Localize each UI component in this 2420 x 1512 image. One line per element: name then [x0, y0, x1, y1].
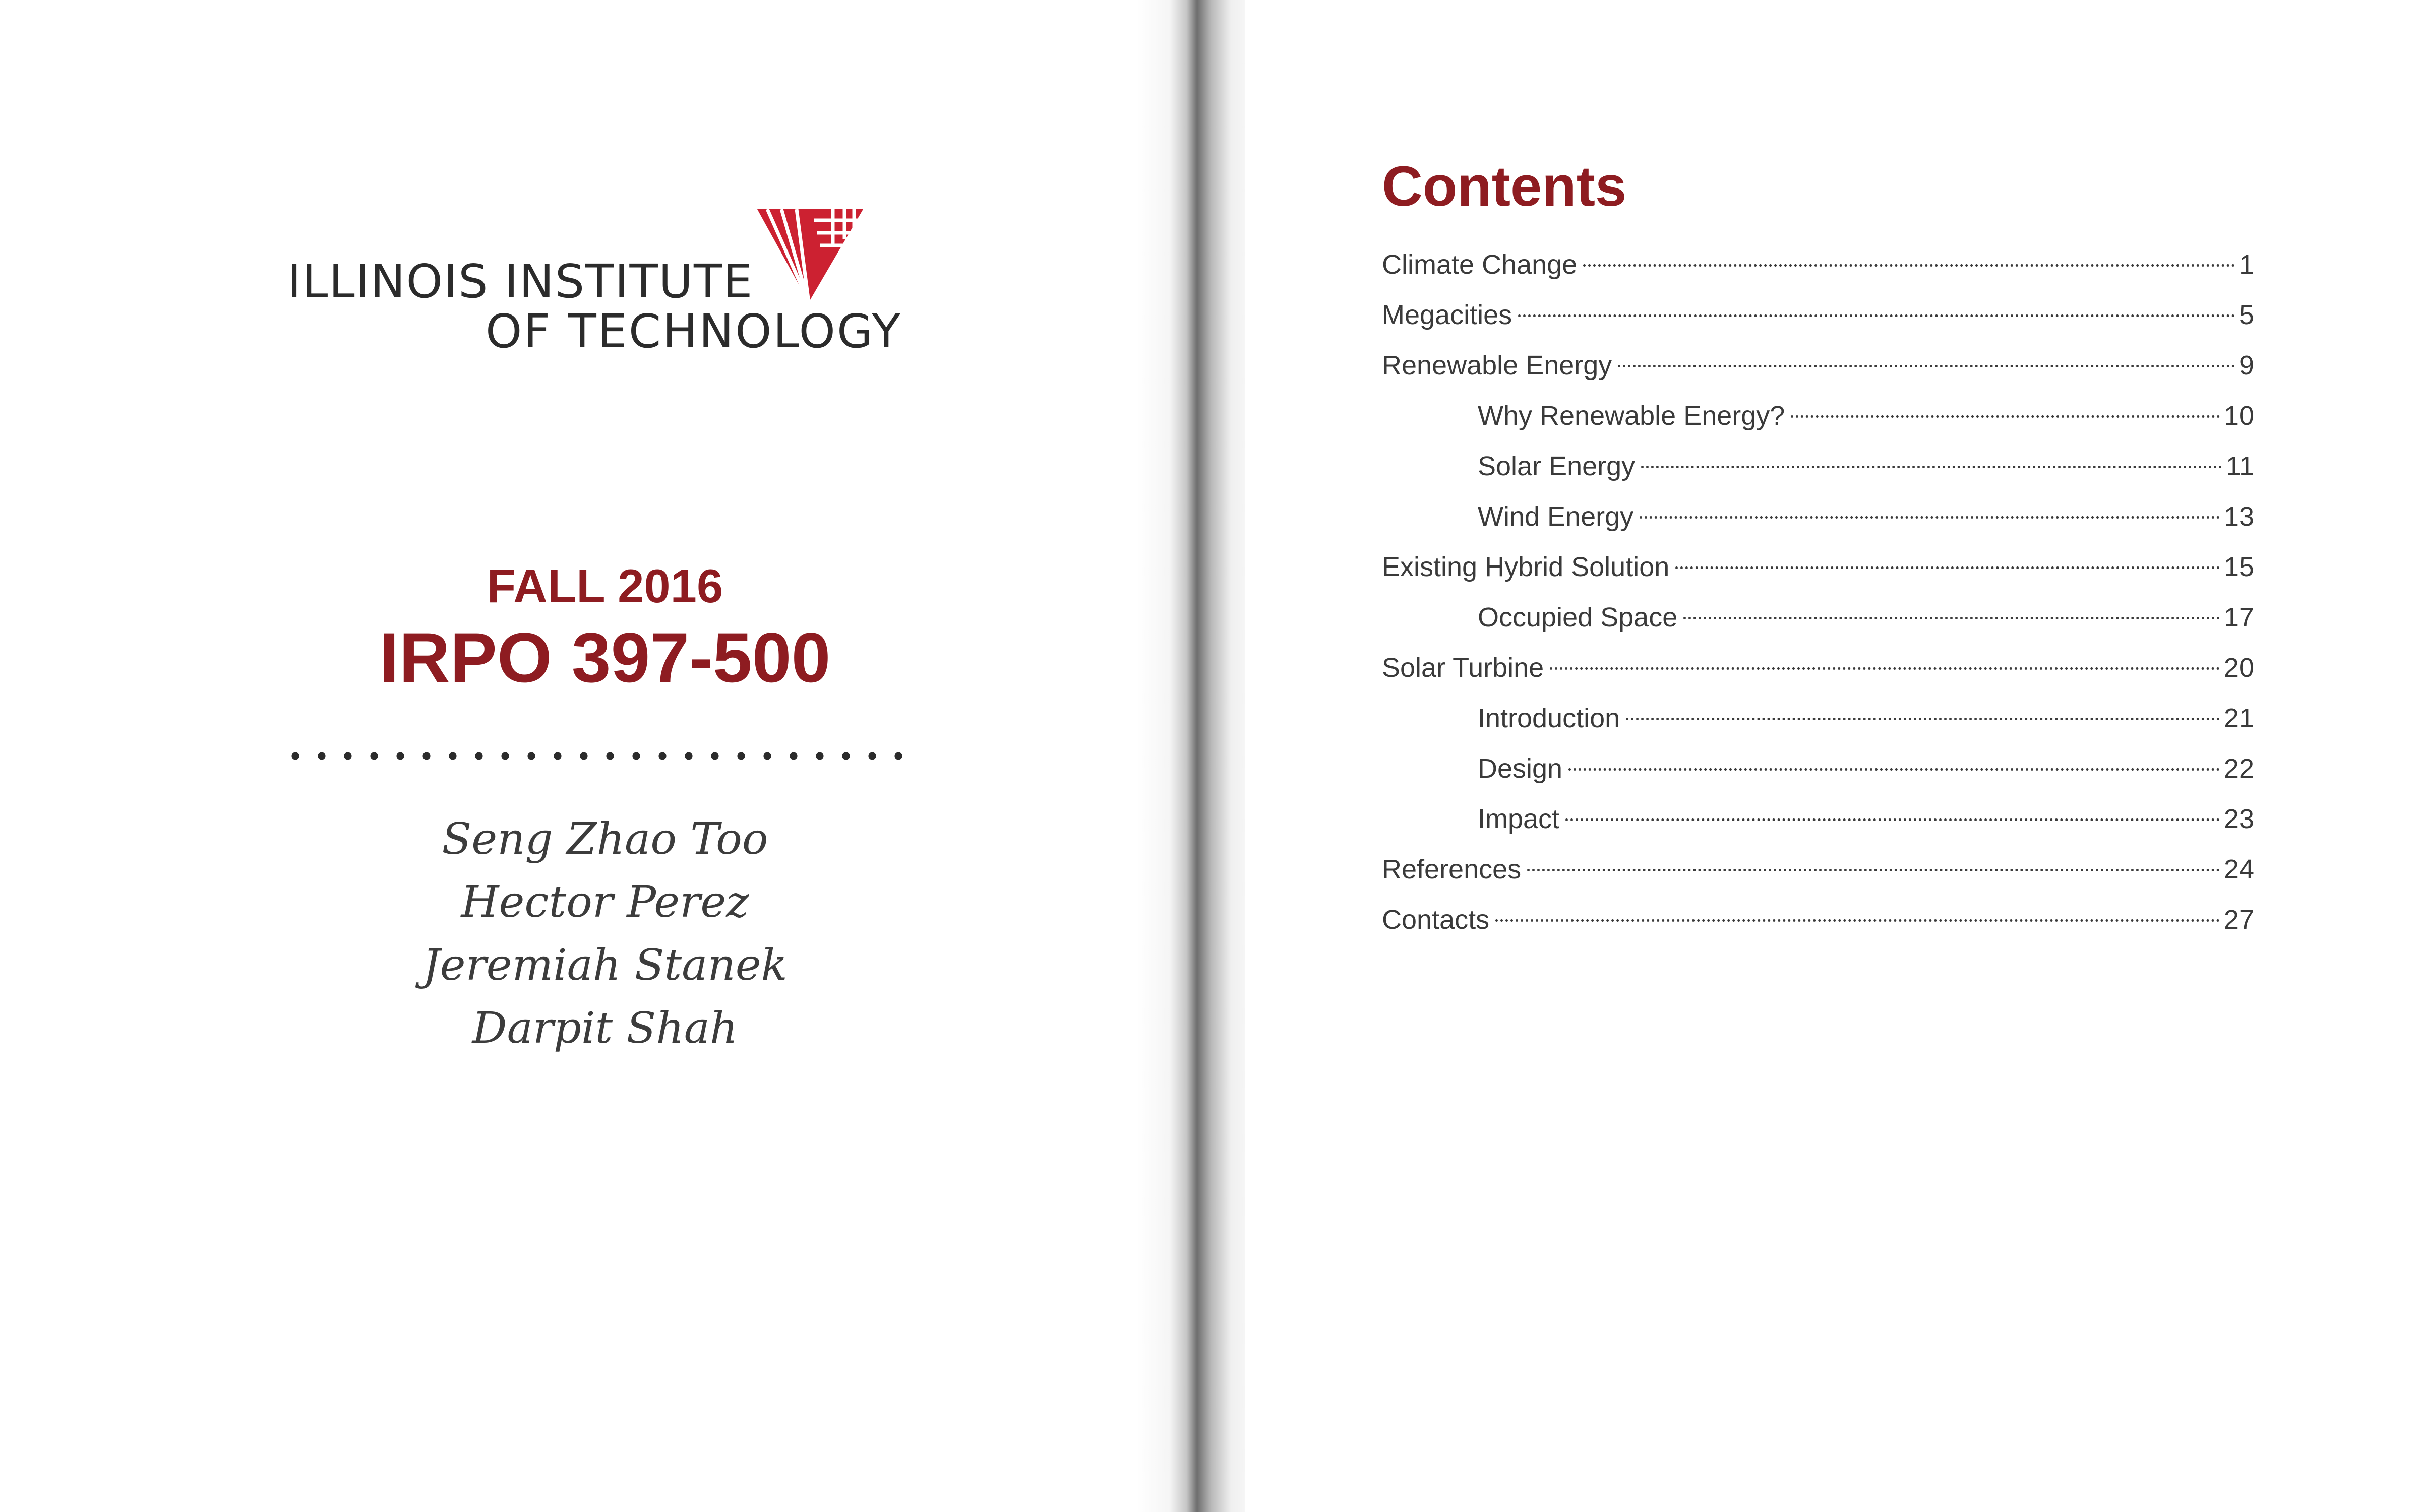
toc-dot-leader	[1640, 516, 2220, 519]
contents-title: Contents	[1382, 155, 1627, 218]
toc-page-number: 27	[2223, 905, 2254, 935]
toc-page-number: 24	[2223, 854, 2254, 885]
toc-page-number: 15	[2223, 552, 2254, 582]
logo-text-line1: ILLINOIS INSTITUTE	[287, 255, 754, 308]
toc-entry-references[interactable]	[1382, 844, 2254, 895]
toc-dot-leader	[1583, 264, 2235, 267]
toc-page-number: 22	[2223, 753, 2254, 784]
author-name: Darpit Shah	[472, 1003, 738, 1053]
toc-page-number: 23	[2223, 804, 2254, 834]
toc-entry-renewable-energy[interactable]	[1382, 340, 2254, 391]
toc-entry-megacities[interactable]	[1382, 290, 2254, 340]
toc-dot-leader	[1675, 566, 2220, 569]
toc-entry-label: Contacts	[1382, 905, 1490, 935]
toc-page-number: 21	[2223, 703, 2254, 733]
toc-page-number: 5	[2238, 300, 2254, 330]
logo-text-line2: OF TECHNOLOGY	[486, 304, 902, 358]
toc-dot-leader	[1495, 919, 2220, 922]
toc-page-number: 13	[2223, 501, 2254, 532]
toc-entry-label: Climate Change	[1382, 249, 1578, 280]
toc-dot-leader	[1791, 415, 2220, 418]
toc-entry-solar-turbine[interactable]	[1382, 643, 2254, 693]
toc-page-number: 20	[2223, 653, 2254, 683]
toc-entry-occupied-space[interactable]	[1382, 592, 2254, 643]
author-name: Seng Zhao Too	[442, 814, 768, 864]
toc-entry-existing-hybrid-solution[interactable]	[1382, 542, 2254, 592]
toc-entry-label: Existing Hybrid Solution	[1382, 552, 1670, 582]
toc-page-number: 17	[2223, 602, 2254, 633]
table-of-contents	[1382, 239, 2254, 945]
toc-page-number: 1	[2238, 249, 2254, 280]
toc-entry-solar-energy[interactable]	[1382, 441, 2254, 491]
author-name: Hector Perez	[461, 877, 749, 927]
toc-page-number: 10	[2223, 401, 2254, 431]
toc-dot-leader	[1618, 365, 2235, 367]
toc-dot-leader	[1518, 314, 2235, 317]
toc-entry-design[interactable]	[1382, 743, 2254, 794]
toc-entry-why-renewable-energy[interactable]	[1382, 391, 2254, 441]
toc-dot-leader	[1550, 667, 2220, 670]
author-list	[0, 808, 1210, 1060]
toc-entry-label: Megacities	[1382, 300, 1512, 330]
term-heading: FALL 2016	[487, 559, 723, 612]
cover-page	[0, 0, 1197, 1512]
toc-entry-label: Wind Energy	[1478, 501, 1634, 532]
iit-logo	[287, 209, 923, 360]
toc-entry-label: Solar Turbine	[1382, 653, 1544, 683]
toc-entry-introduction[interactable]	[1382, 693, 2254, 743]
toc-dot-leader	[1683, 617, 2220, 619]
toc-entry-impact[interactable]	[1382, 794, 2254, 844]
toc-entry-label: Why Renewable Energy?	[1478, 401, 1785, 431]
course-code-heading: IRPO 397-500	[379, 618, 831, 697]
toc-entry-label: Renewable Energy	[1382, 350, 1612, 381]
contents-page	[1245, 0, 2420, 1512]
toc-dot-leader	[1568, 768, 2220, 771]
toc-entry-label: Occupied Space	[1478, 602, 1678, 633]
toc-page-number: 11	[2225, 451, 2254, 481]
toc-entry-label: Solar Energy	[1478, 451, 1636, 481]
toc-entry-label: Impact	[1478, 804, 1560, 834]
toc-entry-climate-change[interactable]	[1382, 239, 2254, 290]
toc-entry-contacts[interactable]	[1382, 895, 2254, 945]
author-name: Jeremiah Stanek	[422, 940, 788, 990]
toc-entry-label: Design	[1478, 753, 1563, 784]
iit-logo-mark-icon	[757, 209, 863, 302]
toc-entry-label: References	[1382, 854, 1522, 885]
toc-dot-leader	[1641, 466, 2222, 468]
toc-entry-wind-energy[interactable]	[1382, 491, 2254, 542]
toc-dot-leader	[1527, 869, 2220, 871]
toc-page-number: 9	[2238, 350, 2254, 381]
dotted-divider	[291, 749, 922, 763]
toc-dot-leader	[1626, 718, 2220, 720]
toc-dot-leader	[1565, 818, 2220, 821]
toc-entry-label: Introduction	[1478, 703, 1620, 733]
